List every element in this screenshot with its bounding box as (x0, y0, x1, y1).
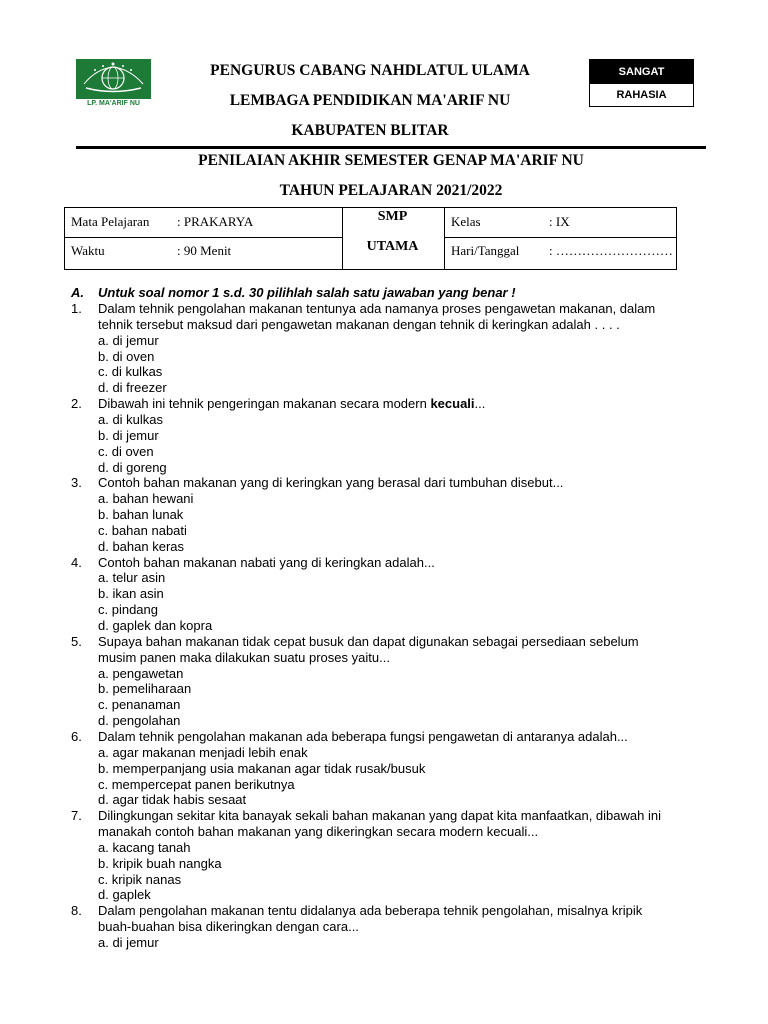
answer-option: c. di oven (98, 443, 154, 459)
question-text-segment: Contoh bahan makanan yang di keringkan yang berasal dari tumbuhan disebut... (98, 475, 564, 491)
globe-icon (76, 59, 151, 99)
school-level: SMP (377, 209, 408, 224)
answer-option: a. telur asin (98, 570, 166, 586)
question-text (98, 301, 655, 317)
badge-bottom: RAHASIA (616, 89, 667, 101)
question-text (98, 919, 359, 935)
time-label: Waktu (71, 243, 105, 258)
question-text (98, 650, 390, 666)
subject-label: Mata Pelajaran (71, 214, 150, 229)
class-label: Kelas (451, 214, 481, 229)
question-number: 4. (71, 554, 82, 570)
question-text-segment: buah-buahan bisa dikeringkan dengan cara... (98, 919, 359, 935)
question-number: 3. (71, 475, 82, 491)
answer-option: b. bahan lunak (98, 507, 184, 523)
answer-option: b. pemeliharaan (98, 681, 192, 697)
answer-option: a. di kulkas (98, 411, 164, 427)
question-number: 6. (71, 728, 82, 744)
answer-option: c. kripik nanas (98, 871, 182, 887)
regency-name: KABUPATEN BLITAR (291, 122, 449, 139)
answer-option: b. ikan asin (98, 586, 164, 602)
question-text-segment: Dalam tehnik pengolahan makanan ada beberapa fungsi pengawetan di antaranya adalah... (98, 728, 628, 744)
answer-option: a. bahan hewani (98, 491, 194, 507)
answer-option: a. kacang tanah (98, 839, 191, 855)
question-text-segment: Dalam pengolahan makanan tentu didalanya ada beberapa tehnik pengolahan, misalnya kripik (98, 903, 643, 919)
answer-option: c. pindang (98, 602, 158, 618)
class-value: : IX (549, 214, 570, 229)
logo-emblem (76, 59, 151, 99)
answer-option: d. bahan keras (98, 538, 185, 554)
exam-info-table (64, 207, 677, 270)
answer-option: c. penanaman (98, 697, 181, 713)
question-text (98, 396, 485, 412)
question-text (98, 555, 435, 571)
question-text-segment: tehnik tersebut maksud dari pengawetan makanan dengan tehnik di keringkan adalah . . . . (98, 316, 620, 332)
answer-option: b. di oven (98, 348, 155, 364)
answer-option: b. kripik buah nangka (98, 855, 222, 871)
answer-option: a. pengawetan (98, 665, 184, 681)
table-divider (444, 208, 445, 269)
question-text-ellipsis: ... (474, 396, 486, 412)
answer-option: a. di jemur (98, 935, 159, 950)
section-instruction: Untuk soal nomor 1 s.d. 30 pilihlah salah satu jawaban yang benar ! (98, 285, 516, 300)
badge-top: SANGAT (590, 60, 693, 84)
question-text-segment: Dibawah ini tehnik pengeringan makanan secara modern (98, 396, 431, 412)
answer-option: d. di freezer (98, 380, 167, 396)
answer-option: d. pengolahan (98, 713, 181, 729)
header-divider (76, 146, 706, 149)
question-text (98, 475, 563, 491)
answer-option: c. bahan nabati (98, 522, 187, 538)
question-text-segment: Dalam tehnik pengolahan makanan tentunya ada namanya proses pengawetan makanan, dalam (98, 301, 656, 316)
answer-option: d. gaplek dan kopra (98, 618, 213, 633)
section-letter: A. (71, 285, 84, 300)
question-text (98, 634, 639, 650)
exam-year: TAHUN PELAJARAN 2021/2022 (279, 182, 503, 199)
answer-option: d. gaplek (98, 887, 151, 903)
question-text-segment: Contoh bahan makanan nabati yang di keringkan adalah... (98, 554, 435, 570)
answer-option: a. di jemur (98, 332, 159, 348)
answer-option: d. agar tidak habis sesaat (98, 792, 247, 808)
question-text (98, 317, 620, 333)
logo-caption: LP. MA'ARIF NU (76, 99, 151, 108)
answer-option: c. di kulkas (98, 364, 163, 380)
answer-option: d. di goreng (98, 459, 167, 475)
table-divider (65, 237, 342, 238)
question-text-segment: musim panen maka dilakukan suatu proses yaitu... (98, 649, 390, 665)
date-label: Hari/Tanggal (451, 243, 520, 258)
answer-option: b. di jemur (98, 427, 159, 443)
question-text-segment: Dilingkungan sekitar kita banayak sekali bahan makanan yang dapat kita manfaatkan, dibawah ini (98, 808, 661, 824)
nu-logo (76, 59, 151, 108)
answer-option: b. memperpanjang usia makanan agar tidak rusak/busuk (98, 760, 426, 776)
time-value: : 90 Menit (177, 243, 232, 258)
institution-name: LEMBAGA PENDIDIKAN MA'ARIF NU (229, 92, 511, 109)
question-number: 8. (71, 903, 82, 919)
question-text-segment: manakah contoh bahan makanan yang dikeringkan secara modern kecuali... (98, 824, 539, 840)
question-text (98, 729, 628, 745)
question-text-segment: Supaya bahan makanan tidak cepat busuk dan dapat digunakan sebagai persediaan sebelum (98, 633, 639, 649)
question-text (98, 824, 538, 840)
question-number: 1. (71, 301, 82, 316)
date-value: : ……………………… (549, 243, 673, 258)
answer-option: a. agar makanan menjadi lebih enak (98, 744, 308, 760)
exam-title: PENILAIAN AKHIR SEMESTER GENAP MA'ARIF NU (198, 152, 584, 169)
answer-option: c. mempercepat panen berikutnya (98, 776, 295, 792)
subject-value: : PRAKARYA (177, 214, 254, 229)
school-name: UTAMA (366, 239, 419, 254)
question-number: 2. (71, 396, 82, 412)
question-number: 7. (71, 808, 82, 824)
org-name: PENGURUS CABANG NAHDLATUL ULAMA (210, 62, 530, 79)
table-divider (444, 237, 677, 238)
question-text (98, 903, 642, 919)
emphasis-word: kecuali (430, 396, 475, 412)
question-number: 5. (71, 633, 82, 649)
question-text (98, 808, 661, 824)
confidential-badge (589, 59, 694, 107)
